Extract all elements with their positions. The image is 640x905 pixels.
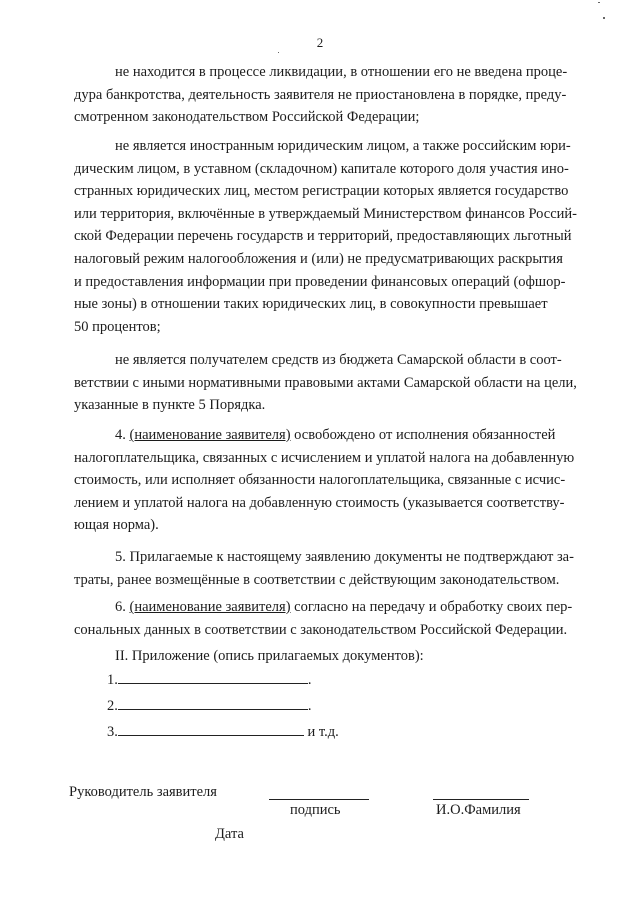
paragraph-vat-exemption (74, 424, 600, 537)
attachment-item-2 (107, 696, 312, 716)
line: не является получателем средств из бюджета Самарской области в соот- (115, 352, 562, 368)
line: ные зоны) в отношении таких юридических лиц, в совокупности превышает (74, 296, 548, 313)
line: и предоставления информации при проведении финансовых операций (офшор- (74, 273, 566, 290)
line: налогоплательщика, связанных с исчислением и уплатой налога на добавленную (74, 449, 575, 466)
attachment-item-1 (107, 670, 312, 690)
line: странных юридических лиц, местом регистрации которых является государство (74, 183, 569, 200)
applicant-name-placeholder: (наименование заявителя) (129, 599, 291, 615)
line-text: освобождено от исполнения обязанностей (290, 427, 556, 443)
line: ской Федерации перечень государств и территорий, предоставляющих льготный (74, 228, 572, 245)
attachment-blank-line[interactable] (118, 670, 308, 684)
attachment-blank-line[interactable] (118, 696, 308, 710)
line: стоимость, или исполняет обязанности налогоплательщика, связанные с исчис- (74, 472, 566, 489)
applicant-name-placeholder: (наименование заявителя) (129, 427, 291, 443)
line: ветствии с иными нормативными правовыми актами Самарской области на цели, (74, 374, 577, 391)
paragraph-personal-data-consent (74, 596, 600, 641)
attachments-heading (74, 645, 600, 668)
signature-line[interactable] (269, 799, 369, 800)
paragraph-not-budget-recipient (74, 349, 600, 417)
line: 5. Прилагаемые к настоящему заявлению документы не подтверждают за- (115, 549, 574, 565)
attachment-suffix: и т.д. (303, 724, 339, 740)
line: смотренном законодательством Российской Федерации; (74, 109, 420, 126)
scan-speck (278, 52, 279, 53)
line: указанные в пункте 5 Порядка. (74, 397, 266, 414)
line: лением и уплатой налога на добавленную стоимость (указывается соответству- (74, 494, 565, 511)
line-text: согласно на передачу и обработку своих пер- (290, 599, 573, 615)
item-number: 4. (115, 427, 126, 443)
line: 50 процентов; (74, 318, 161, 335)
signature-caption: подпись (290, 802, 341, 818)
line: II. Приложение (опись прилагаемых документов): (115, 648, 424, 664)
line: дура банкротства, деятельность заявителя не приостановлена в порядке, преду- (74, 86, 567, 103)
attachment-number: 1. (107, 672, 118, 688)
head-of-applicant-label: Руководитель заявителя (69, 784, 217, 800)
item-number: 6. (115, 599, 126, 615)
page-number: 2 (316, 35, 324, 50)
paragraph-not-liquidated (74, 61, 600, 129)
attachment-number: 2. (107, 698, 118, 714)
attachment-suffix: . (307, 698, 312, 714)
line: сональных данных в соответствии с законодательством Российской Федерации. (74, 621, 568, 638)
line: дическим лицом, в уставном (складочном) капитале которого доля участия ино- (74, 160, 569, 177)
scan-speck (603, 17, 605, 19)
line: налоговый режим налогообложения и (или) не предусматривающих раскрытия (74, 250, 563, 267)
line: не находится в процессе ликвидации, в отношении его не введена проце- (115, 64, 568, 80)
paragraph-not-foreign-entity (74, 135, 600, 338)
line: или территория, включённые в утверждаемый Министерством финансов Россий- (74, 205, 577, 222)
line (74, 424, 600, 447)
name-line[interactable] (433, 799, 529, 800)
paragraph-documents-costs (74, 546, 600, 591)
scan-speck (598, 2, 600, 3)
line: не является иностранным юридическим лицом, а также российским юри- (115, 138, 571, 154)
date-label: Дата (215, 826, 244, 842)
attachment-blank-line[interactable] (118, 722, 304, 736)
name-caption: И.О.Фамилия (436, 802, 521, 818)
attachment-suffix: . (307, 672, 312, 688)
attachment-number: 3. (107, 724, 118, 740)
line: ющая норма). (74, 517, 159, 534)
line (74, 596, 600, 619)
line: траты, ранее возмещённые в соответствии с действующим законодательством. (74, 571, 560, 588)
attachment-item-3 (107, 722, 339, 742)
